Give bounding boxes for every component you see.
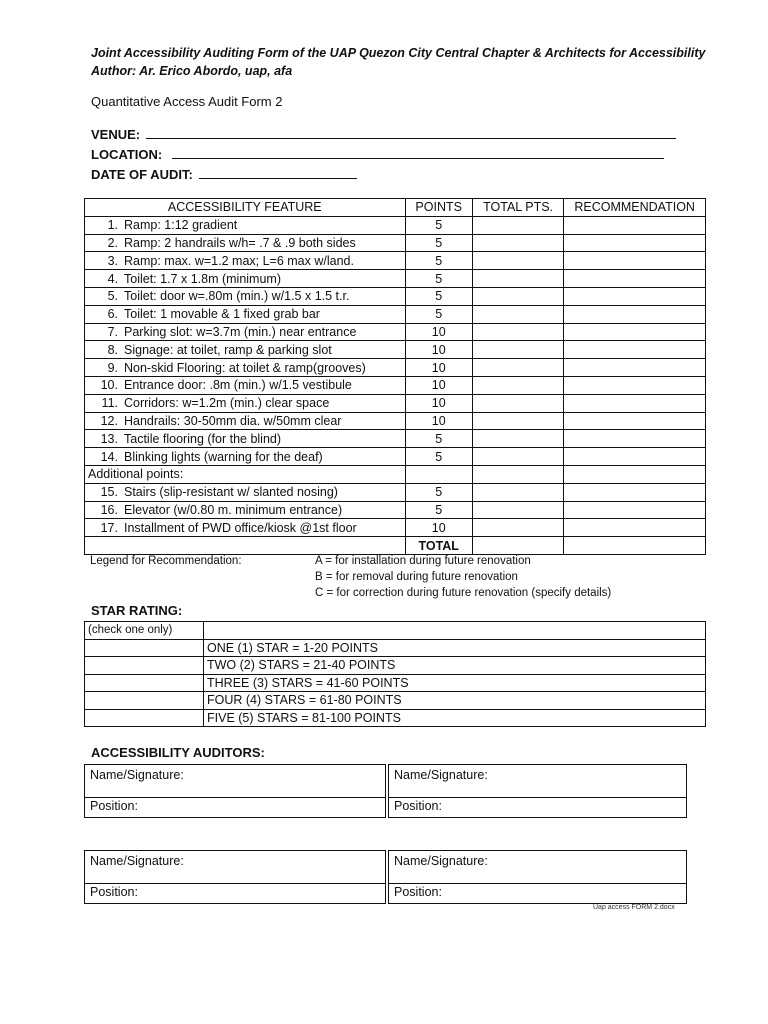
points-cell: 5 <box>405 252 472 270</box>
auditor-position-field[interactable]: Position: <box>394 799 442 813</box>
total-points-cell[interactable] <box>472 394 563 412</box>
star-rating-row <box>85 709 706 727</box>
total-points-cell[interactable] <box>472 270 563 288</box>
feature-number: 9. <box>107 360 118 375</box>
feature-text: Blinking lights (warning for the deaf) <box>124 449 323 464</box>
feature-cell <box>85 216 406 234</box>
total-points-cell[interactable] <box>472 359 563 377</box>
auditor-box-2 <box>388 764 687 818</box>
grand-total-cell[interactable] <box>472 537 563 555</box>
feature-number: 16. <box>100 502 118 517</box>
table-row <box>85 341 706 359</box>
feature-text: Tactile flooring (for the blind) <box>124 431 282 446</box>
table-row <box>85 323 706 341</box>
feature-cell <box>85 519 406 537</box>
star-check-cell[interactable] <box>85 709 204 727</box>
file-name-footer: Uap access FORM 2.docx <box>593 904 675 911</box>
date-label: DATE OF AUDIT: <box>91 167 193 182</box>
total-points-cell[interactable] <box>472 376 563 394</box>
points-cell: 10 <box>405 376 472 394</box>
feature-number: 17. <box>100 520 118 535</box>
auditor-position-field[interactable]: Position: <box>90 885 138 899</box>
star-check-cell[interactable] <box>85 639 204 657</box>
feature-cell <box>85 270 406 288</box>
table-row <box>85 359 706 377</box>
total-points-cell[interactable] <box>472 305 563 323</box>
total-points-cell[interactable] <box>472 287 563 305</box>
auditor-name-signature-field[interactable]: Name/Signature: <box>389 851 686 884</box>
feature-text: Toilet: 1.7 x 1.8m (minimum) <box>124 271 281 286</box>
venue-label: VENUE: <box>91 127 141 142</box>
date-blank-line[interactable] <box>199 166 357 179</box>
recommendation-cell[interactable] <box>564 448 706 466</box>
form-header-title: Joint Accessibility Auditing Form of the UAP Quezon City Central Chapter & Architects for Accessibility <box>91 46 706 60</box>
feature-text: Corridors: w=1.2m (min.) clear space <box>124 396 330 411</box>
recommendation-cell[interactable] <box>564 305 706 323</box>
legend-c: C = for correction during future renovation (specify details) <box>315 587 612 599</box>
points-cell: 5 <box>405 448 472 466</box>
feature-number: 14. <box>100 449 118 464</box>
table-row <box>85 287 706 305</box>
recommendation-cell[interactable] <box>564 287 706 305</box>
feature-cell <box>85 287 406 305</box>
feature-text: Ramp: 1:12 gradient <box>124 218 238 233</box>
empty-cell <box>204 622 706 640</box>
star-note-row <box>85 622 706 640</box>
table-row <box>85 430 706 448</box>
auditor-box-1 <box>84 764 386 818</box>
table-row <box>85 483 706 501</box>
star-rating-label: FIVE (5) STARS = 81-100 POINTS <box>204 709 706 727</box>
feature-number: 6. <box>107 307 118 322</box>
auditor-position-field[interactable]: Position: <box>90 799 138 813</box>
points-cell: 5 <box>405 234 472 252</box>
table-row <box>85 394 706 412</box>
feature-number: 11. <box>101 396 118 411</box>
recommendation-cell[interactable] <box>564 519 706 537</box>
recommendation-cell[interactable] <box>564 323 706 341</box>
points-cell: 10 <box>405 341 472 359</box>
star-check-cell[interactable] <box>85 657 204 675</box>
recommendation-cell[interactable] <box>564 359 706 377</box>
total-points-cell[interactable] <box>472 412 563 430</box>
star-rating-label: ONE (1) STAR = 1-20 POINTS <box>204 639 706 657</box>
total-points-cell[interactable] <box>472 465 563 483</box>
auditor-name-signature-field[interactable]: Name/Signature: <box>389 765 686 798</box>
feature-number: 3. <box>107 253 118 268</box>
feature-text: Stairs (slip-resistant w/ slanted nosing) <box>124 485 338 500</box>
recommendation-cell[interactable] <box>564 412 706 430</box>
total-points-cell[interactable] <box>472 501 563 519</box>
points-cell: 5 <box>405 483 472 501</box>
legend-b: B = for removal during future renovation <box>315 571 518 583</box>
recommendation-cell[interactable] <box>564 252 706 270</box>
auditor-box-3 <box>84 850 386 904</box>
table-row <box>85 448 706 466</box>
table-row <box>85 501 706 519</box>
feature-number: 5. <box>107 289 118 304</box>
venue-blank-line[interactable] <box>146 126 676 139</box>
total-label: TOTAL <box>405 537 472 555</box>
points-cell: 5 <box>405 216 472 234</box>
auditor-name-signature-field[interactable]: Name/Signature: <box>85 765 385 798</box>
feature-number: 8. <box>107 342 118 357</box>
total-points-cell[interactable] <box>472 216 563 234</box>
star-check-cell[interactable] <box>85 674 204 692</box>
points-cell: 5 <box>405 501 472 519</box>
header-feature: ACCESSIBILITY FEATURE <box>85 199 406 217</box>
legend-title: Legend for Recommendation: <box>90 555 242 567</box>
feature-table-body <box>85 216 706 554</box>
star-rating-row <box>85 692 706 710</box>
feature-number: 15. <box>100 485 118 500</box>
points-cell: 5 <box>405 305 472 323</box>
header-points: POINTS <box>405 199 472 217</box>
star-rating-row <box>85 674 706 692</box>
feature-text: Entrance door: .8m (min.) w/1.5 vestibule <box>124 378 352 393</box>
feature-cell <box>85 430 406 448</box>
star-rating-row <box>85 639 706 657</box>
recommendation-cell[interactable] <box>564 537 706 555</box>
location-label: LOCATION: <box>91 147 163 162</box>
recommendation-cell[interactable] <box>564 501 706 519</box>
header-total-points: TOTAL PTS. <box>472 199 563 217</box>
star-rating-body <box>85 622 706 727</box>
location-blank-line[interactable] <box>172 146 664 159</box>
table-row <box>85 270 706 288</box>
feature-cell <box>85 448 406 466</box>
feature-number: 7. <box>107 324 118 339</box>
total-row <box>85 537 706 555</box>
feature-text: Toilet: 1 movable & 1 fixed grab bar <box>124 307 320 322</box>
recommendation-cell[interactable] <box>564 216 706 234</box>
feature-text: Ramp: 2 handrails w/h= .7 & .9 both sides <box>124 235 356 250</box>
star-rating-table <box>84 621 706 727</box>
feature-number: 13. <box>100 431 118 446</box>
feature-text: Handrails: 30-50mm dia. w/50mm clear <box>124 413 342 428</box>
points-cell: 5 <box>405 430 472 448</box>
form-subtitle: Quantitative Access Audit Form 2 <box>91 94 283 109</box>
recommendation-cell[interactable] <box>564 270 706 288</box>
additional-points-label: Additional points: <box>85 465 406 483</box>
feature-text: Signage: at toilet, ramp & parking slot <box>124 342 332 357</box>
additional-points-row <box>85 465 706 483</box>
feature-cell <box>85 412 406 430</box>
table-row <box>85 305 706 323</box>
table-row <box>85 412 706 430</box>
recommendation-cell[interactable] <box>564 430 706 448</box>
feature-cell <box>85 483 406 501</box>
empty-cell <box>405 465 472 483</box>
total-points-cell[interactable] <box>472 483 563 501</box>
check-one-note: (check one only) <box>85 622 204 640</box>
venue-field <box>91 126 676 142</box>
feature-cell <box>85 359 406 377</box>
points-cell: 5 <box>405 287 472 305</box>
recommendation-cell[interactable] <box>564 465 706 483</box>
location-field <box>91 146 664 162</box>
auditor-name-signature-field[interactable]: Name/Signature: <box>85 851 385 884</box>
recommendation-cell[interactable] <box>564 234 706 252</box>
table-row <box>85 376 706 394</box>
empty-cell <box>85 537 406 555</box>
feature-number: 1. <box>107 218 118 233</box>
table-row <box>85 252 706 270</box>
total-points-cell[interactable] <box>472 448 563 466</box>
total-points-cell[interactable] <box>472 430 563 448</box>
feature-cell <box>85 305 406 323</box>
feature-number: 2. <box>107 235 118 250</box>
points-cell: 10 <box>405 412 472 430</box>
table-row <box>85 216 706 234</box>
star-rating-title: STAR RATING: <box>91 603 183 618</box>
feature-number: 12. <box>100 413 118 428</box>
feature-text: Ramp: max. w=1.2 max; L=6 max w/land. <box>124 253 354 268</box>
feature-text: Installment of PWD office/kiosk @1st floor <box>124 520 357 535</box>
star-rating-row <box>85 657 706 675</box>
feature-cell <box>85 234 406 252</box>
total-points-cell[interactable] <box>472 323 563 341</box>
points-cell: 10 <box>405 394 472 412</box>
points-cell: 10 <box>405 359 472 377</box>
star-rating-label: FOUR (4) STARS = 61-80 POINTS <box>204 692 706 710</box>
feature-cell <box>85 323 406 341</box>
feature-text: Non-skid Flooring: at toilet & ramp(grooves) <box>124 360 366 375</box>
accessibility-feature-table <box>84 198 706 555</box>
recommendation-cell[interactable] <box>564 341 706 359</box>
feature-cell <box>85 341 406 359</box>
points-cell: 10 <box>405 323 472 341</box>
total-points-cell[interactable] <box>472 234 563 252</box>
feature-text: Elevator (w/0.80 m. minimum entrance) <box>124 502 343 517</box>
date-field <box>91 166 357 182</box>
form-author: Author: Ar. Erico Abordo, uap, afa <box>91 64 293 78</box>
feature-number: 10. <box>100 378 118 393</box>
feature-text: Parking slot: w=3.7m (min.) near entrance <box>124 324 357 339</box>
auditors-title: ACCESSIBILITY AUDITORS: <box>91 745 265 760</box>
star-check-cell[interactable] <box>85 692 204 710</box>
feature-cell <box>85 394 406 412</box>
star-rating-label: THREE (3) STARS = 41-60 POINTS <box>204 674 706 692</box>
feature-number: 4. <box>107 271 118 286</box>
legend-a: A = for installation during future renovation <box>315 555 531 567</box>
auditor-position-field[interactable]: Position: <box>394 885 442 899</box>
feature-text: Toilet: door w=.80m (min.) w/1.5 x 1.5 t.r. <box>124 289 350 304</box>
total-points-cell[interactable] <box>472 519 563 537</box>
table-row <box>85 519 706 537</box>
auditor-box-4 <box>388 850 687 904</box>
feature-cell <box>85 376 406 394</box>
table-row <box>85 234 706 252</box>
feature-cell <box>85 501 406 519</box>
star-rating-label: TWO (2) STARS = 21-40 POINTS <box>204 657 706 675</box>
recommendation-cell[interactable] <box>564 483 706 501</box>
total-points-cell[interactable] <box>472 252 563 270</box>
table-header-row <box>85 199 706 217</box>
points-cell: 5 <box>405 270 472 288</box>
recommendation-cell[interactable] <box>564 376 706 394</box>
points-cell: 10 <box>405 519 472 537</box>
feature-cell <box>85 252 406 270</box>
total-points-cell[interactable] <box>472 341 563 359</box>
recommendation-cell[interactable] <box>564 394 706 412</box>
header-recommendation: RECOMMENDATION <box>564 199 706 217</box>
